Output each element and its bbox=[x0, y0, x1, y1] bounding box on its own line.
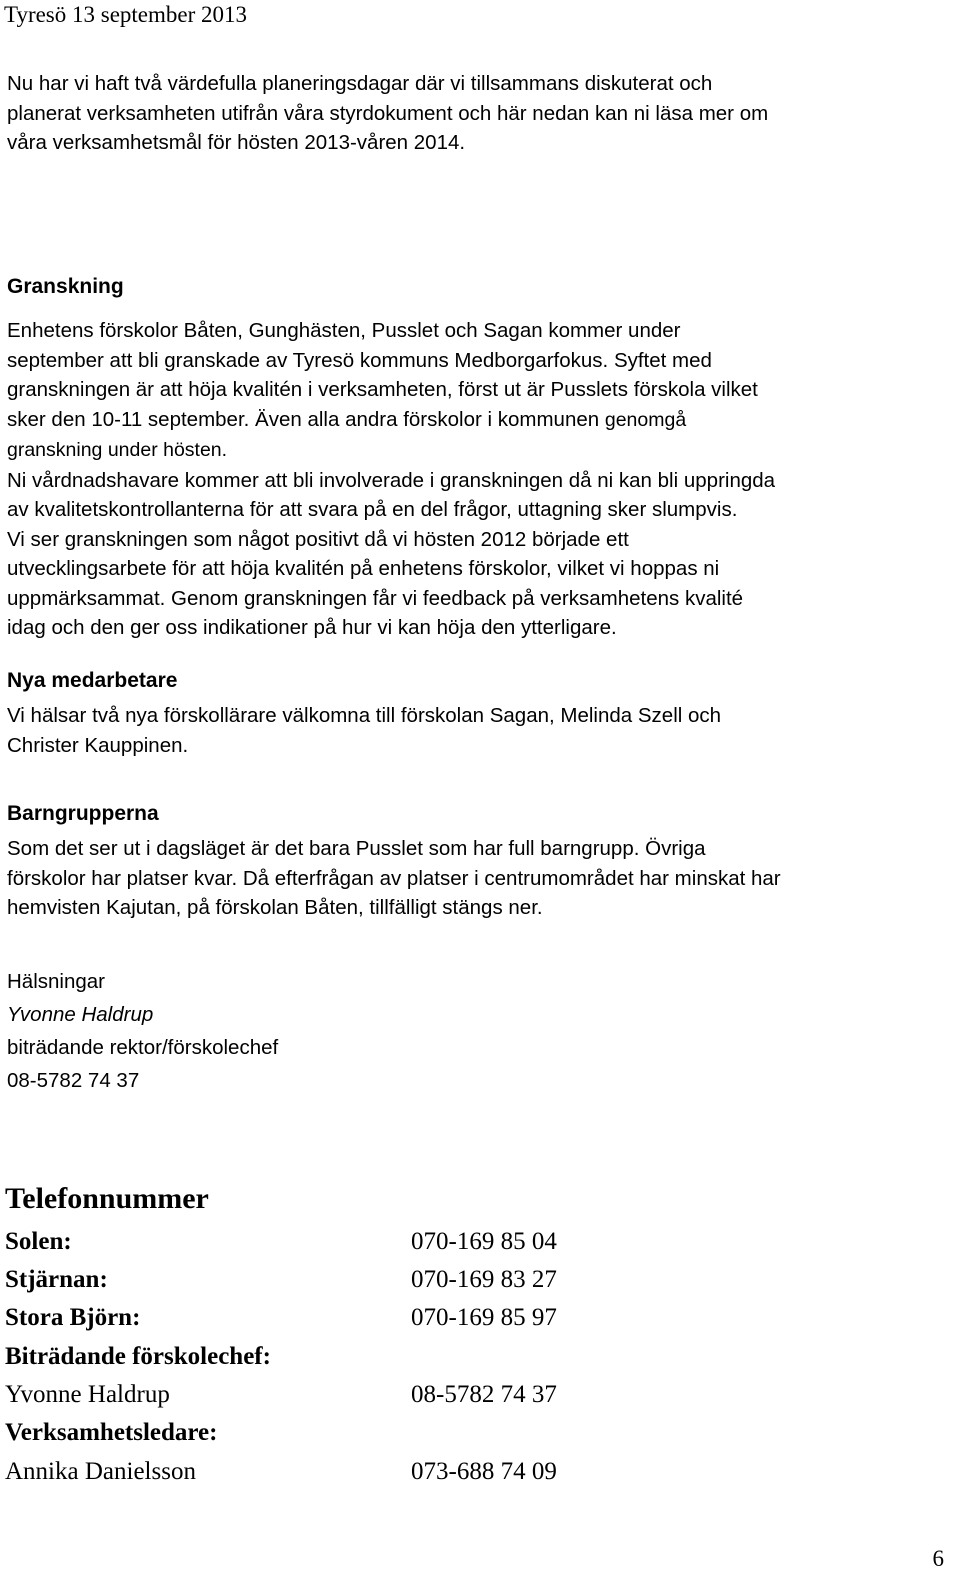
granskning-heading: Granskning bbox=[7, 275, 124, 298]
signature-phone: 08-5782 74 37 bbox=[7, 1069, 140, 1092]
phone-entry-label: Stjärnan: bbox=[5, 1266, 108, 1293]
granskning-text-part2: Ni vårdnadshavare kommer att bli involverade i granskningen då ni kan bli uppringda av kvalitetskontrollanterna för att svara på en del frågor, uttagning sker slumpvis. Vi ser granskningen som något positivt då vi hösten 2012 började ett utvecklingsarbete för att höja kvalitén på enhetens förskolor, vilket vi hoppas ni uppmärksammat. Genom granskningen får vi feedback på verksamhetens kvalité idag och den ger oss indikationer på hur vi kan höja den ytterligare. bbox=[7, 468, 776, 639]
granskning-text-small: genomgå granskning under hösten. bbox=[7, 408, 687, 461]
granskning-text-part1: Enhetens förskolor Båten, Gunghästen, Pusslet och Sagan kommer under september att bli granskade av Tyresö kommuns Medborgarfokus. Syftet med granskningen är att höja kvalitén i verksamheten, först ut är Pusslets förskola vilket sker den 10-11 september. Även alla andra förskolor i kommunen bbox=[7, 319, 758, 431]
page-number: 6 bbox=[932, 1546, 944, 1571]
phone-entry-label: Verksamhetsledare: bbox=[5, 1419, 218, 1446]
phone-entry-number: 070-169 85 04 bbox=[411, 1228, 557, 1255]
closing-greeting: Hälsningar bbox=[7, 970, 105, 993]
phone-entry-label: Annika Danielsson bbox=[5, 1458, 196, 1485]
signature-title: biträdande rektor/förskolechef bbox=[7, 1036, 279, 1059]
phone-entry-label: Stora Björn: bbox=[5, 1304, 141, 1331]
phone-entry-number: 08-5782 74 37 bbox=[411, 1381, 557, 1408]
phone-entry-label: Yvonne Haldrup bbox=[5, 1381, 170, 1408]
nya-medarbetare-paragraph: Vi hälsar två nya förskollärare välkomna till förskolan Sagan, Melinda Szell och Christer Kauppinen. bbox=[7, 704, 722, 757]
barngrupperna-paragraph: Som det ser ut i dagsläget är det bara Pusslet som har full barngrupp. Övriga förskolor har platser kvar. Då efterfrågan av platser i centrumområdet har minskat har hemvisten Kajutan, på förskolan Båten, tillfälligt stängs ner. bbox=[7, 837, 781, 919]
phone-entry-number: 070-169 85 97 bbox=[411, 1304, 557, 1331]
nya-medarbetare-heading: Nya medarbetare bbox=[7, 669, 178, 692]
phone-entry-number: 073-688 74 09 bbox=[411, 1458, 557, 1485]
intro-paragraph: Nu har vi haft två värdefulla planeringsdagar där vi tillsammans diskuterat och planerat verksamheten utifrån våra styrdokument och här nedan kan ni läsa mer om våra verksamhetsmål för hösten 2013-våren 2014. bbox=[7, 72, 769, 154]
granskning-paragraph bbox=[7, 316, 952, 643]
phone-entry-number: 070-169 83 27 bbox=[411, 1266, 557, 1293]
phone-entry-label: Biträdande förskolechef: bbox=[5, 1343, 271, 1370]
header-date: Tyresö 13 september 2013 bbox=[4, 2, 248, 27]
barngrupperna-heading: Barngrupperna bbox=[7, 802, 159, 825]
signature-name: Yvonne Haldrup bbox=[7, 1003, 154, 1026]
phone-entry-label: Solen: bbox=[5, 1228, 72, 1255]
telefonnummer-heading: Telefonnummer bbox=[5, 1182, 209, 1215]
